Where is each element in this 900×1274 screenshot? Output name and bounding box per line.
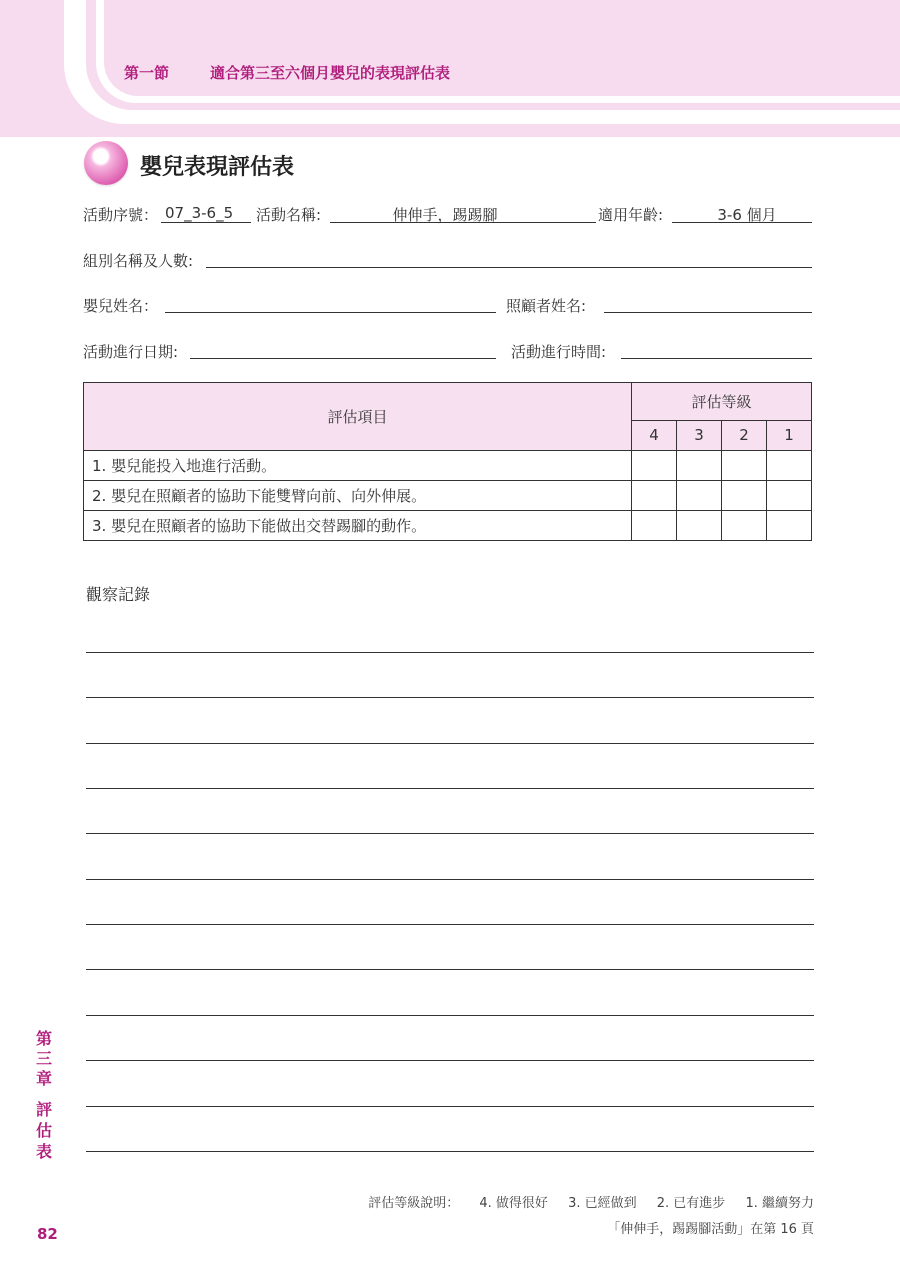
observation-title: 觀察記錄 xyxy=(86,585,151,604)
grade-cell[interactable] xyxy=(722,451,767,481)
chapter-char: 三 xyxy=(36,1049,53,1068)
legend-item: 1. 繼續努力 xyxy=(745,1196,814,1211)
date-label: 活動進行日期: xyxy=(83,343,179,361)
grade-col-4: 4 xyxy=(632,420,677,450)
table-row xyxy=(84,481,812,511)
item-text: 2. 嬰兒在照顧者的協助下能雙臂向前、向外伸展。 xyxy=(84,481,632,511)
legend-item: 2. 已有進步 xyxy=(656,1196,726,1211)
chapter-name-char: 估 xyxy=(36,1121,53,1140)
grade-col-2: 2 xyxy=(722,420,767,450)
item-text: 1. 嬰兒能投入地進行活動。 xyxy=(84,451,632,481)
grade-cell[interactable] xyxy=(722,511,767,541)
grade-cell[interactable] xyxy=(767,481,812,511)
grade-cell[interactable] xyxy=(632,481,677,511)
grade-cell[interactable] xyxy=(767,511,812,541)
time-label: 活動進行時間: xyxy=(511,343,607,361)
date-field[interactable] xyxy=(190,358,496,359)
page-number: 82 xyxy=(37,1225,58,1243)
group-field[interactable] xyxy=(206,267,812,268)
activity-no-label: 活動序號： xyxy=(83,206,159,224)
age-value: 3-6 個月 xyxy=(717,206,777,224)
item-text: 3. 嬰兒在照顧者的協助下能做出交替踢腳的動作。 xyxy=(84,511,632,541)
grade-header: 評估等級 xyxy=(632,383,812,421)
section-label: 第一節 xyxy=(124,64,170,82)
observation-line[interactable] xyxy=(86,833,814,834)
form-title: 嬰兒表現評估表 xyxy=(140,155,295,180)
grade-cell[interactable] xyxy=(632,511,677,541)
carer-name-label: 照顧者姓名: xyxy=(506,297,587,315)
section-title: 適合第三至六個月嬰兒的表現評估表 xyxy=(210,64,451,82)
grade-col-1: 1 xyxy=(767,420,812,450)
table-row xyxy=(84,511,812,541)
item-header: 評估項目 xyxy=(84,383,632,451)
observation-line[interactable] xyxy=(86,1151,814,1152)
observation-line[interactable] xyxy=(86,1060,814,1061)
baby-name-field[interactable] xyxy=(165,312,496,313)
observation-line[interactable] xyxy=(86,879,814,880)
legend-item: 4. 做得很好 xyxy=(479,1196,548,1211)
page-reference: 「伸伸手，踢踢腳活動」在第 16 頁 xyxy=(607,1222,814,1237)
grade-cell[interactable] xyxy=(677,481,722,511)
activity-name-label: 活動名稱: xyxy=(256,206,322,224)
baby-name-label: 嬰兒姓名： xyxy=(83,297,159,315)
grade-cell[interactable] xyxy=(677,451,722,481)
table-row xyxy=(84,451,812,481)
legend-item: 3. 已經做到 xyxy=(568,1196,637,1211)
age-label: 適用年齡: xyxy=(598,206,664,224)
chapter-char: 章 xyxy=(36,1069,53,1088)
grade-cell[interactable] xyxy=(677,511,722,541)
observation-line[interactable] xyxy=(86,969,814,970)
activity-no-value: 07_3-6_5 xyxy=(165,204,234,222)
chapter-name-char: 表 xyxy=(36,1142,53,1161)
group-label: 組別名稱及人數: xyxy=(83,252,194,270)
observation-line[interactable] xyxy=(86,924,814,925)
observation-line[interactable] xyxy=(86,743,814,744)
grade-cell[interactable] xyxy=(722,481,767,511)
observation-line[interactable] xyxy=(86,652,814,653)
activity-no-field[interactable] xyxy=(161,222,251,223)
observation-line[interactable] xyxy=(86,1015,814,1016)
grade-legend xyxy=(368,1192,814,1211)
chapter-char: 第 xyxy=(36,1029,53,1048)
grade-cell[interactable] xyxy=(632,451,677,481)
observation-line[interactable] xyxy=(86,788,814,789)
bubble-icon xyxy=(84,141,128,185)
activity-name-value: 伸伸手，踢踢腳 xyxy=(392,206,498,224)
evaluation-table xyxy=(83,382,812,541)
time-field[interactable] xyxy=(621,358,812,359)
chapter-name-char: 評 xyxy=(36,1100,53,1119)
carer-name-field[interactable] xyxy=(604,312,812,313)
observation-line[interactable] xyxy=(86,697,814,698)
grade-col-3: 3 xyxy=(677,420,722,450)
observation-line[interactable] xyxy=(86,1106,814,1107)
legend-label: 評估等級說明： xyxy=(368,1196,460,1211)
grade-cell[interactable] xyxy=(767,451,812,481)
